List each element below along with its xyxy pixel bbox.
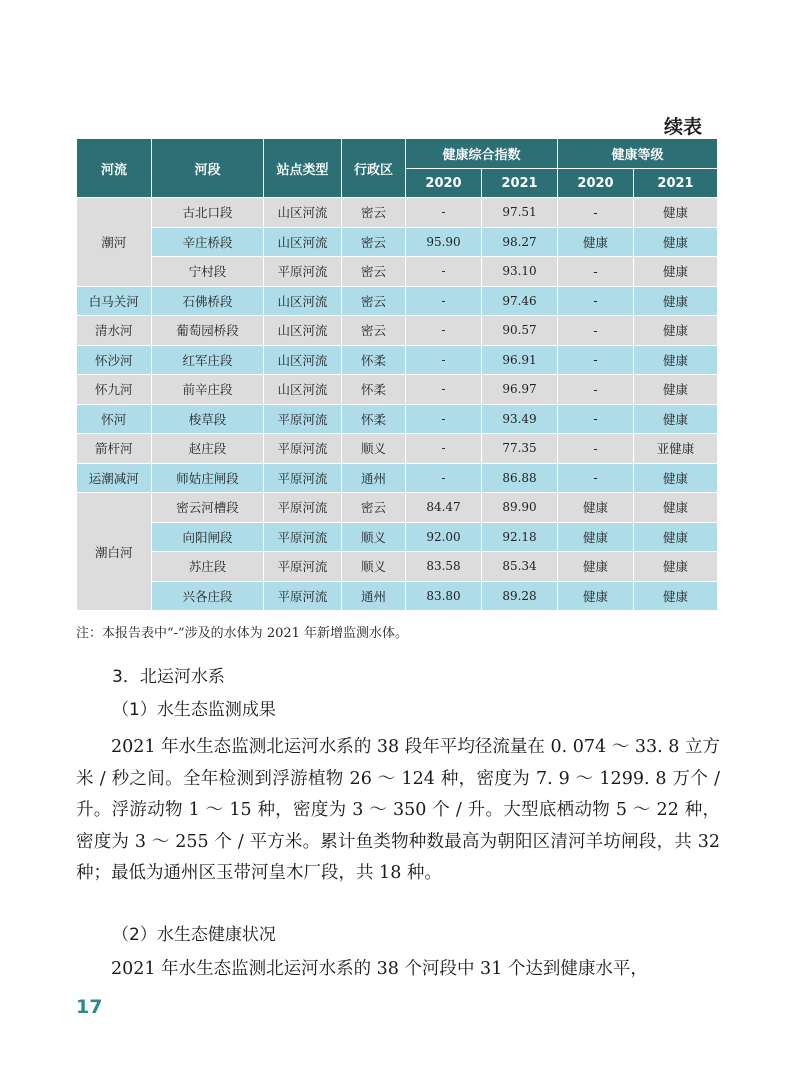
cell-grade-2020: -: [558, 463, 634, 493]
table-row: [77, 375, 718, 405]
cell-index-2021: 96.97: [482, 375, 558, 405]
cell-index-2020: -: [406, 345, 482, 375]
cell-district: 通州: [342, 463, 406, 493]
cell-site-type: 平原河流: [264, 581, 342, 611]
cell-index-2020: -: [406, 375, 482, 405]
cell-index-2020: 95.90: [406, 227, 482, 257]
header-index-2020: 2020: [406, 169, 482, 198]
table-row: [77, 316, 718, 346]
cell-district: 怀柔: [342, 404, 406, 434]
cell-district: 怀柔: [342, 375, 406, 405]
cell-district: 顺义: [342, 552, 406, 582]
table-note: 注：本报告表中“-”涉及的水体为 2021 年新增监测水体。: [76, 626, 409, 641]
header-grade-2020: 2020: [558, 169, 634, 198]
cell-index-2020: -: [406, 404, 482, 434]
cell-river: 清水河: [77, 316, 152, 346]
cell-site-type: 平原河流: [264, 404, 342, 434]
cell-index-2020: -: [406, 257, 482, 287]
table-row: [77, 404, 718, 434]
cell-river: 潮河: [77, 198, 152, 287]
cell-index-2020: -: [406, 434, 482, 464]
cell-index-2020: 83.80: [406, 581, 482, 611]
cell-section: 葡萄园桥段: [152, 316, 264, 346]
cell-district: 通州: [342, 581, 406, 611]
cell-index-2020: 83.58: [406, 552, 482, 582]
table-row: [77, 434, 718, 464]
cell-section: 红军庄段: [152, 345, 264, 375]
cell-section: 向阳闸段: [152, 522, 264, 552]
cell-site-type: 山区河流: [264, 198, 342, 228]
cell-grade-2020: -: [558, 345, 634, 375]
subsection-health-status: （2）水生态健康状况: [112, 925, 276, 945]
cell-index-2021: 92.18: [482, 522, 558, 552]
cell-grade-2021: 健康: [634, 375, 718, 405]
paragraph-health-status: 2021 年水生态监测北运河水系的 38 个河段中 31 个达到健康水平，: [111, 959, 648, 979]
table-row: [77, 522, 718, 552]
cell-grade-2021: 健康: [634, 493, 718, 523]
header-grade-group: 健康等级: [558, 139, 718, 169]
cell-district: 密云: [342, 198, 406, 228]
cell-grade-2020: -: [558, 286, 634, 316]
table-row: [77, 198, 718, 228]
cell-section: 宁村段: [152, 257, 264, 287]
table-row: [77, 581, 718, 611]
cell-section: 师姑庄闸段: [152, 463, 264, 493]
cell-site-type: 山区河流: [264, 316, 342, 346]
cell-grade-2021: 健康: [634, 522, 718, 552]
cell-river: 箭杆河: [77, 434, 152, 464]
header-district: 行政区: [342, 139, 406, 198]
cell-grade-2020: 健康: [558, 493, 634, 523]
cell-index-2020: 84.47: [406, 493, 482, 523]
cell-site-type: 平原河流: [264, 493, 342, 523]
cell-index-2021: 97.46: [482, 286, 558, 316]
cell-index-2021: 77.35: [482, 434, 558, 464]
cell-district: 密云: [342, 257, 406, 287]
cell-grade-2021: 健康: [634, 404, 718, 434]
table-row: [77, 257, 718, 287]
header-index-2021: 2021: [482, 169, 558, 198]
cell-index-2021: 93.49: [482, 404, 558, 434]
cell-grade-2021: 健康: [634, 198, 718, 228]
cell-grade-2021: 健康: [634, 257, 718, 287]
cell-grade-2020: 健康: [558, 552, 634, 582]
section-title: 3．北运河水系: [112, 667, 225, 687]
header-river: 河流: [77, 139, 152, 198]
cell-index-2021: 97.51: [482, 198, 558, 228]
cell-site-type: 平原河流: [264, 434, 342, 464]
cell-site-type: 平原河流: [264, 552, 342, 582]
cell-index-2021: 90.57: [482, 316, 558, 346]
cell-section: 辛庄桥段: [152, 227, 264, 257]
cell-section: 前辛庄段: [152, 375, 264, 405]
cell-grade-2021: 健康: [634, 552, 718, 582]
cell-district: 密云: [342, 316, 406, 346]
cell-grade-2021: 健康: [634, 581, 718, 611]
cell-grade-2021: 亚健康: [634, 434, 718, 464]
cell-river: 怀沙河: [77, 345, 152, 375]
cell-grade-2021: 健康: [634, 345, 718, 375]
cell-district: 怀柔: [342, 345, 406, 375]
cell-index-2020: 92.00: [406, 522, 482, 552]
cell-river: 运潮减河: [77, 463, 152, 493]
header-index-group: 健康综合指数: [406, 139, 558, 169]
cell-grade-2021: 健康: [634, 227, 718, 257]
cell-grade-2021: 健康: [634, 463, 718, 493]
cell-index-2021: 98.27: [482, 227, 558, 257]
cell-grade-2020: -: [558, 257, 634, 287]
cell-index-2021: 89.90: [482, 493, 558, 523]
continued-label: 续表: [664, 116, 703, 138]
cell-section: 梭草段: [152, 404, 264, 434]
cell-site-type: 山区河流: [264, 286, 342, 316]
table-row: [77, 286, 718, 316]
paragraph-monitoring-results: 2021 年水生态监测北运河水系的 38 段年平均径流量在 0. 074 ～ 33. 8 立方米 / 秒之间。全年检测到浮游植物 26 ～ 124 种，密度为 7. 9 ～ 1299. 8 万个 / 升。浮游动物 1 ～ 15 种，密度为 3 ～ 350 个 / 升。大型底栖动物 5 ～ 22 种，密度为 3 ～ 255 个 / 平方米。累计鱼类物种数最高为朝阳区清河羊坊闸段，共 32 种；最低为通州区玉带河皇木厂段，共 18 种。: [76, 737, 720, 883]
cell-grade-2020: -: [558, 404, 634, 434]
cell-river: 潮白河: [77, 493, 152, 611]
cell-district: 顺义: [342, 522, 406, 552]
cell-district: 密云: [342, 286, 406, 316]
subsection-monitoring-results: （1）水生态监测成果: [112, 700, 276, 720]
cell-grade-2020: 健康: [558, 581, 634, 611]
cell-grade-2020: 健康: [558, 227, 634, 257]
cell-river: 怀九河: [77, 375, 152, 405]
table-row: [77, 345, 718, 375]
table-row: [77, 493, 718, 523]
cell-index-2020: -: [406, 286, 482, 316]
cell-grade-2020: 健康: [558, 522, 634, 552]
cell-district: 密云: [342, 227, 406, 257]
cell-grade-2021: 健康: [634, 316, 718, 346]
cell-index-2020: -: [406, 316, 482, 346]
cell-grade-2020: -: [558, 434, 634, 464]
cell-section: 古北口段: [152, 198, 264, 228]
cell-grade-2020: -: [558, 316, 634, 346]
cell-section: 兴各庄段: [152, 581, 264, 611]
cell-section: 赵庄段: [152, 434, 264, 464]
cell-district: 顺义: [342, 434, 406, 464]
header-section: 河段: [152, 139, 264, 198]
table-row: [77, 463, 718, 493]
cell-site-type: 平原河流: [264, 522, 342, 552]
cell-index-2020: -: [406, 463, 482, 493]
health-table: [76, 138, 718, 611]
cell-site-type: 山区河流: [264, 227, 342, 257]
header-site-type: 站点类型: [264, 139, 342, 198]
cell-index-2020: -: [406, 198, 482, 228]
cell-section: 密云河槽段: [152, 493, 264, 523]
cell-river: 白马关河: [77, 286, 152, 316]
table-row: [77, 227, 718, 257]
header-grade-2021: 2021: [634, 169, 718, 198]
cell-grade-2021: 健康: [634, 286, 718, 316]
cell-river: 怀河: [77, 404, 152, 434]
cell-district: 密云: [342, 493, 406, 523]
cell-site-type: 山区河流: [264, 375, 342, 405]
cell-grade-2020: -: [558, 198, 634, 228]
cell-index-2021: 96.91: [482, 345, 558, 375]
cell-index-2021: 89.28: [482, 581, 558, 611]
table-row: [77, 552, 718, 582]
cell-index-2021: 93.10: [482, 257, 558, 287]
cell-index-2021: 86.88: [482, 463, 558, 493]
cell-site-type: 平原河流: [264, 257, 342, 287]
page-number: 17: [76, 996, 103, 1018]
cell-section: 石佛桥段: [152, 286, 264, 316]
cell-index-2021: 85.34: [482, 552, 558, 582]
cell-section: 苏庄段: [152, 552, 264, 582]
cell-site-type: 平原河流: [264, 463, 342, 493]
cell-site-type: 山区河流: [264, 345, 342, 375]
cell-grade-2020: -: [558, 375, 634, 405]
